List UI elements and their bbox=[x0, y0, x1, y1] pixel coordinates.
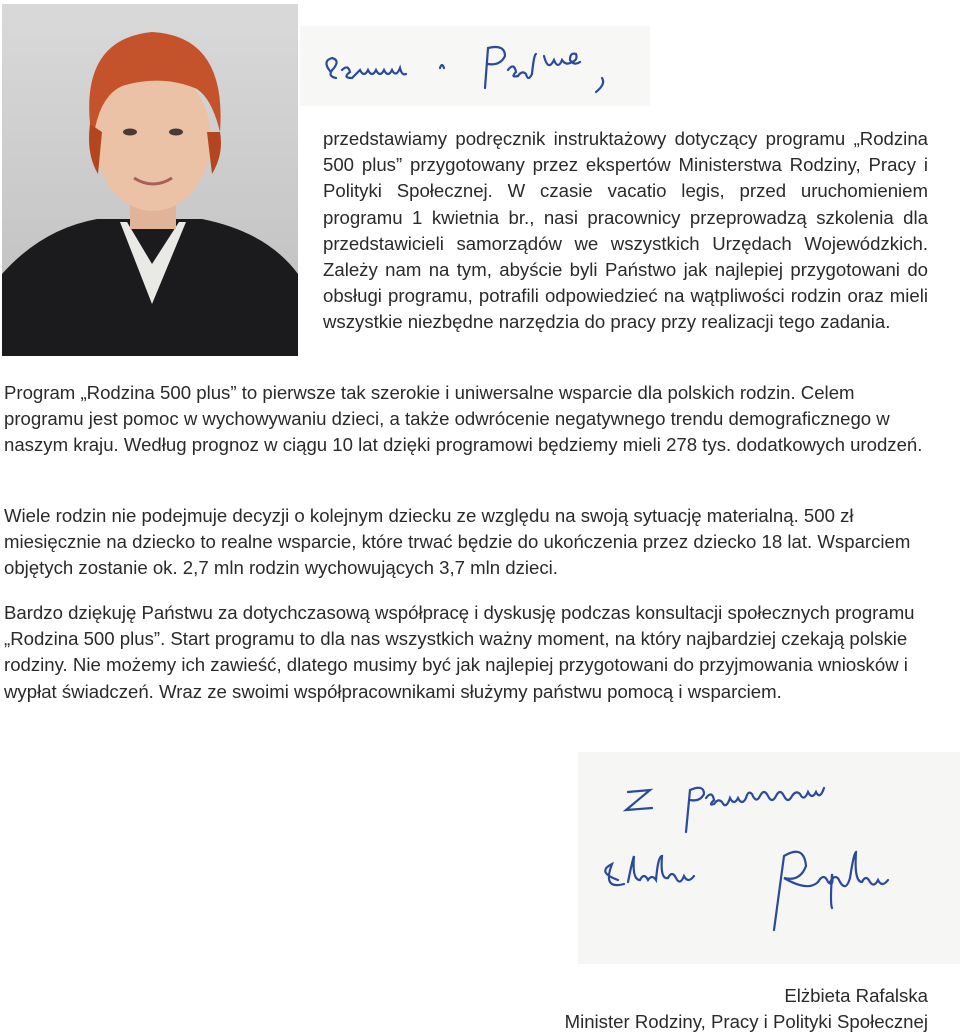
handwritten-signature bbox=[578, 752, 960, 964]
signatory-title: Minister Rodziny, Pracy i Polityki Społecznej bbox=[564, 1011, 928, 1032]
portrait-photo bbox=[2, 4, 298, 356]
signatory-name: Elżbieta Rafalska bbox=[784, 985, 928, 1006]
body-paragraph: Wiele rodzin nie podejmuje decyzji o kolejnym dziecku ze względu na swoją sytuację materialną. 500 zł miesięcznie na dziecko to realne wsparcie, które trwać będzie do ukończenia przez dziecko 18 lat. Wsparciem objętych zostanie ok. 2,7 mln rodzin wychowujących 3,7 mln dzieci. bbox=[4, 505, 911, 579]
signatory-block bbox=[565, 983, 928, 1035]
body-paragraph: Bardzo dziękuję Państwu za dotychczasową współpracę i dyskusję podczas konsultacji społecznych programu „Rodzina 500 plus”. Start programu to dla nas wszystkich ważny moment, na który najbardziej czekają polskie rodziny. Nie możemy ich zawieść, dlatego musimy być jak najlepiej przygotowani do przyjmowania wniosków i wypłat świadczeń. Wraz ze swoimi współpracownikami służymy państwu pomocą i wsparciem. bbox=[4, 602, 915, 702]
body-paragraph: Program „Rodzina 500 plus” to pierwsze tak szerokie i uniwersalne wsparcie dla polskich rodzin. Celem programu jest pomoc w wychowywaniu dzieci, a także odwrócenie negatywnego trendu demograficznego w naszym kraju. Według prognoz w ciągu 10 lat dzięki programowi będziemy mieli 278 tys. dodatkowych urodzeń. bbox=[4, 382, 923, 456]
handwritten-greeting bbox=[300, 26, 650, 106]
intro-paragraph: przedstawiamy podręcznik instruktażowy dotyczący programu „Rodzina 500 plus” przygotowany przez ekspertów Ministerstwa Rodziny, Pracy i Polityki Społecznej. W czasie vacatio legis, przed uruchomieniem programu 1 kwietnia br., nasi pracownicy przeprowadzą szkolenia dla przedstawicieli samorządów we wszystkich Urzędach Wojewódzkich. Zależy nam na tym, abyście byli Państwo jak najlepiej przygotowani do obsługi programu, potrafili odpowiedzieć na wątpliwości rodzin oraz mieli wszystkie niezbędne narzędzia do pracy przy realizacji tego zadania. bbox=[323, 128, 928, 333]
